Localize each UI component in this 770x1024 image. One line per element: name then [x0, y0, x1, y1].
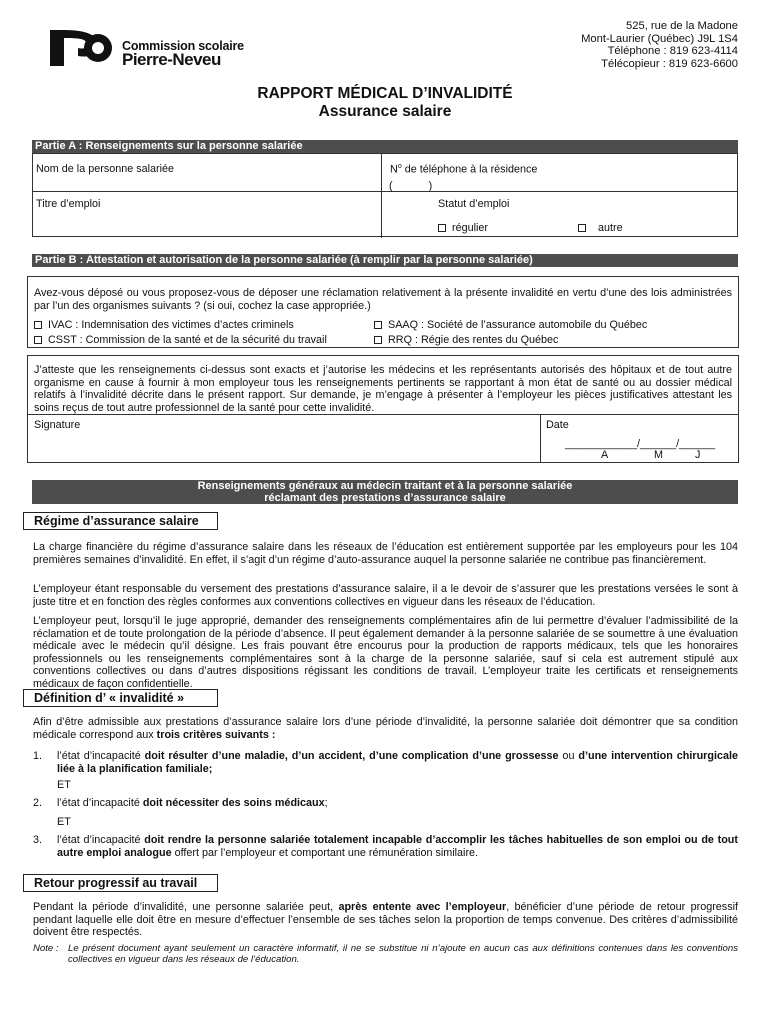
address-phone: Téléphone : 819 623-4114: [607, 45, 738, 58]
date-month-label: M: [654, 449, 663, 461]
home-phone-field[interactable]: ( ): [389, 180, 433, 192]
saaq-checkbox[interactable]: [374, 321, 382, 329]
status-other-option[interactable]: autre: [578, 222, 623, 235]
title-main: RAPPORT MÉDICAL D’INVALIDITÉ: [257, 85, 513, 102]
date-field[interactable]: ____________/______/______: [565, 438, 716, 450]
return-paragraph: Pendant la période d’invalidité, une personne salariée peut, après entente avec l’employeur, bénéficier d’une période de retour progressif pendant laquelle elle doit être en mesure d’effectuer l’ensemble de ses tâches selon la proportion de temps convenue. Des critères d’admissibilité doivent être respectés.: [33, 901, 738, 939]
job-title-label: Titre d’emploi: [36, 198, 101, 210]
address-block: [581, 20, 738, 70]
home-phone-label: $N^o$ de téléphone à la résidence: [390, 163, 538, 176]
part-a-divider: [381, 154, 382, 238]
attestation-divider: [28, 414, 738, 415]
regime-paragraph-2: L’employeur étant responsable du versement des prestations d’assurance salaire, il a le devoir de s’assurer que les prestations versées le sont à juste titre et en fonction des règles conformes aux conventions collectives en vigueur dans les réseaux de l’éducation.: [33, 583, 738, 608]
part-b-claims-box: [27, 276, 739, 348]
csst-option[interactable]: CSST : Commission de la santé et de la sécurité du travail: [34, 334, 327, 347]
date-label: Date: [546, 419, 569, 431]
return-heading: Retour progressif au travail: [23, 874, 218, 892]
employee-name-label: Nom de la personne salariée: [36, 163, 175, 175]
part-a-box: [32, 153, 738, 237]
title-sub: Assurance salaire: [318, 103, 452, 120]
criterion-and-1: ET: [57, 779, 71, 791]
general-info-line1: Renseignements généraux au médecin traitant et à la personne salariée: [197, 480, 573, 492]
logo-mark-icon: [48, 26, 120, 70]
job-title-field[interactable]: [36, 210, 366, 232]
part-a-header: Partie A : Renseignements sur la personne salariée: [32, 140, 738, 153]
criterion-3-number: 3.: [33, 834, 43, 846]
signature-date-divider: [540, 414, 541, 462]
part-b-header: Partie B : Attestation et autorisation de la personne salariée (à remplir par la personne salariée): [32, 254, 738, 267]
criterion-2-text: l’état d’incapacité doit nécessiter des soins médicaux;: [57, 797, 328, 809]
document-title: [0, 85, 770, 121]
other-checkbox[interactable]: [578, 224, 586, 232]
ivac-checkbox[interactable]: [34, 321, 42, 329]
ivac-option[interactable]: IVAC : Indemnisation des victimes d’actes criminels: [34, 319, 294, 332]
rrq-checkbox[interactable]: [374, 336, 382, 344]
date-day-label: J: [695, 449, 701, 461]
criterion-2-number: 2.: [33, 797, 43, 809]
part-a-row-divider: [33, 191, 737, 192]
rrq-option[interactable]: RRQ : Régie des rentes du Québec: [374, 334, 558, 347]
logo-text-line1: Commission scolaire: [122, 39, 244, 53]
status-regular-option[interactable]: régulier: [438, 222, 488, 235]
note-label: Note :: [33, 943, 59, 954]
csst-checkbox[interactable]: [34, 336, 42, 344]
criterion-1-number: 1.: [33, 750, 43, 762]
address-city: Mont-Laurier (Québec) J9L 1S4: [581, 32, 738, 45]
criterion-and-2: ET: [57, 816, 71, 828]
criterion-3-text: l’état d’incapacité doit rendre la personne salariée totalement incapable d’accomplir les tâches habituelles de son emploi ou de tout autre emploi analogue offert par l’employeur et comportant une rémunération similaire.: [57, 834, 738, 859]
criterion-1-text: l’état d’incapacité doit résulter d’une maladie, d’un accident, d’une complication d’une grossesse ou d’une intervention chirurgicale liée à la planification familiale;: [57, 750, 738, 775]
date-year-label: A: [601, 449, 609, 461]
attestation-text: J’atteste que les renseignements ci-dessus sont exacts et j’autorise les médecins et les représentants autorisés des hôpitaux et de tout autre organisme en cause à fournir à mon employeur tous les renseignements pertinents se rapportant à mon état de santé ou au dossier médical relatifs à l’invalidité décrite dans le présent rapport. Sur demande, je m’engage à présenter à l’employeur les pièces justificatives attestant les soins reçus de tout autre professionnel de la santé pour cette invalidité.: [34, 364, 732, 414]
signature-field[interactable]: [34, 432, 534, 460]
definition-heading: Définition d’ « invalidité »: [23, 689, 218, 707]
regime-paragraph-3: L’employeur peut, lorsqu’il le juge approprié, demander des renseignements complémentaires afin de lui permettre d’évaluer l’admissibilité de la réclamation et de toute prolongation de la période d’absence. Il peut également demander à la personne salariée de se soumettre à une évaluation médicale avec le médecin qu’il désigne. Les frais pouvant être encourus pour la production de rapports médicaux, tels que les honoraires professionnels ou les renseignements complémentaires sont à la charge de la personne salariée, sauf si cela est autrement stipulé aux conventions collectives ou dans d’autres dispositions régissant les conditions de travail. L’employeur traite les certificats et renseignements médicaux de façon confidentielle.: [33, 615, 738, 690]
claims-question: Avez-vous déposé ou vous proposez-vous de déposer une réclamation relativement à la présente invalidité en vertu d’une des lois administrées par l’un des organismes suivants ? (si oui, cochez la case appropriée.): [34, 287, 732, 312]
organization-logo: [48, 26, 248, 70]
saaq-option[interactable]: SAAQ : Société de l’assurance automobile du Québec: [374, 319, 647, 332]
regular-checkbox[interactable]: [438, 224, 446, 232]
general-info-banner: [32, 480, 738, 504]
logo-text-line2: Pierre-Neveu: [122, 50, 221, 69]
general-info-line2: réclamant des prestations d’assurance salaire: [264, 491, 506, 504]
signature-label: Signature: [34, 419, 81, 431]
part-b-attestation-box: [27, 355, 739, 463]
regime-paragraph-1: La charge financière du régime d’assurance salaire dans les réseaux de l’éducation est entièrement supportée par les employeurs pour les 104 premières semaines d’invalidité. En effet, il s’agit d’un régime d’auto-assurance auquel la personne salariée ne contribue pas financièrement.: [33, 541, 738, 566]
note-text: Le présent document ayant seulement un caractère informatif, il ne se substitue ni n’ajoute en aucun cas aux définitions contenues dans les conventions collectives en vigueur dans les réseaux de l’éducation.: [68, 943, 738, 965]
definition-intro: Afin d’être admissible aux prestations d’assurance salaire lors d’une période d’invalidité, la personne salariée doit démontrer que sa condition médicale correspond aux trois critères suivants :: [33, 716, 738, 741]
employee-name-field[interactable]: [36, 169, 366, 187]
regime-heading: Régime d’assurance salaire: [23, 512, 218, 530]
address-street: 525, rue de la Madone: [626, 20, 738, 32]
employment-status-label: Statut d’emploi: [438, 198, 510, 210]
address-fax: Télécopieur : 819 623-6600: [601, 57, 738, 70]
